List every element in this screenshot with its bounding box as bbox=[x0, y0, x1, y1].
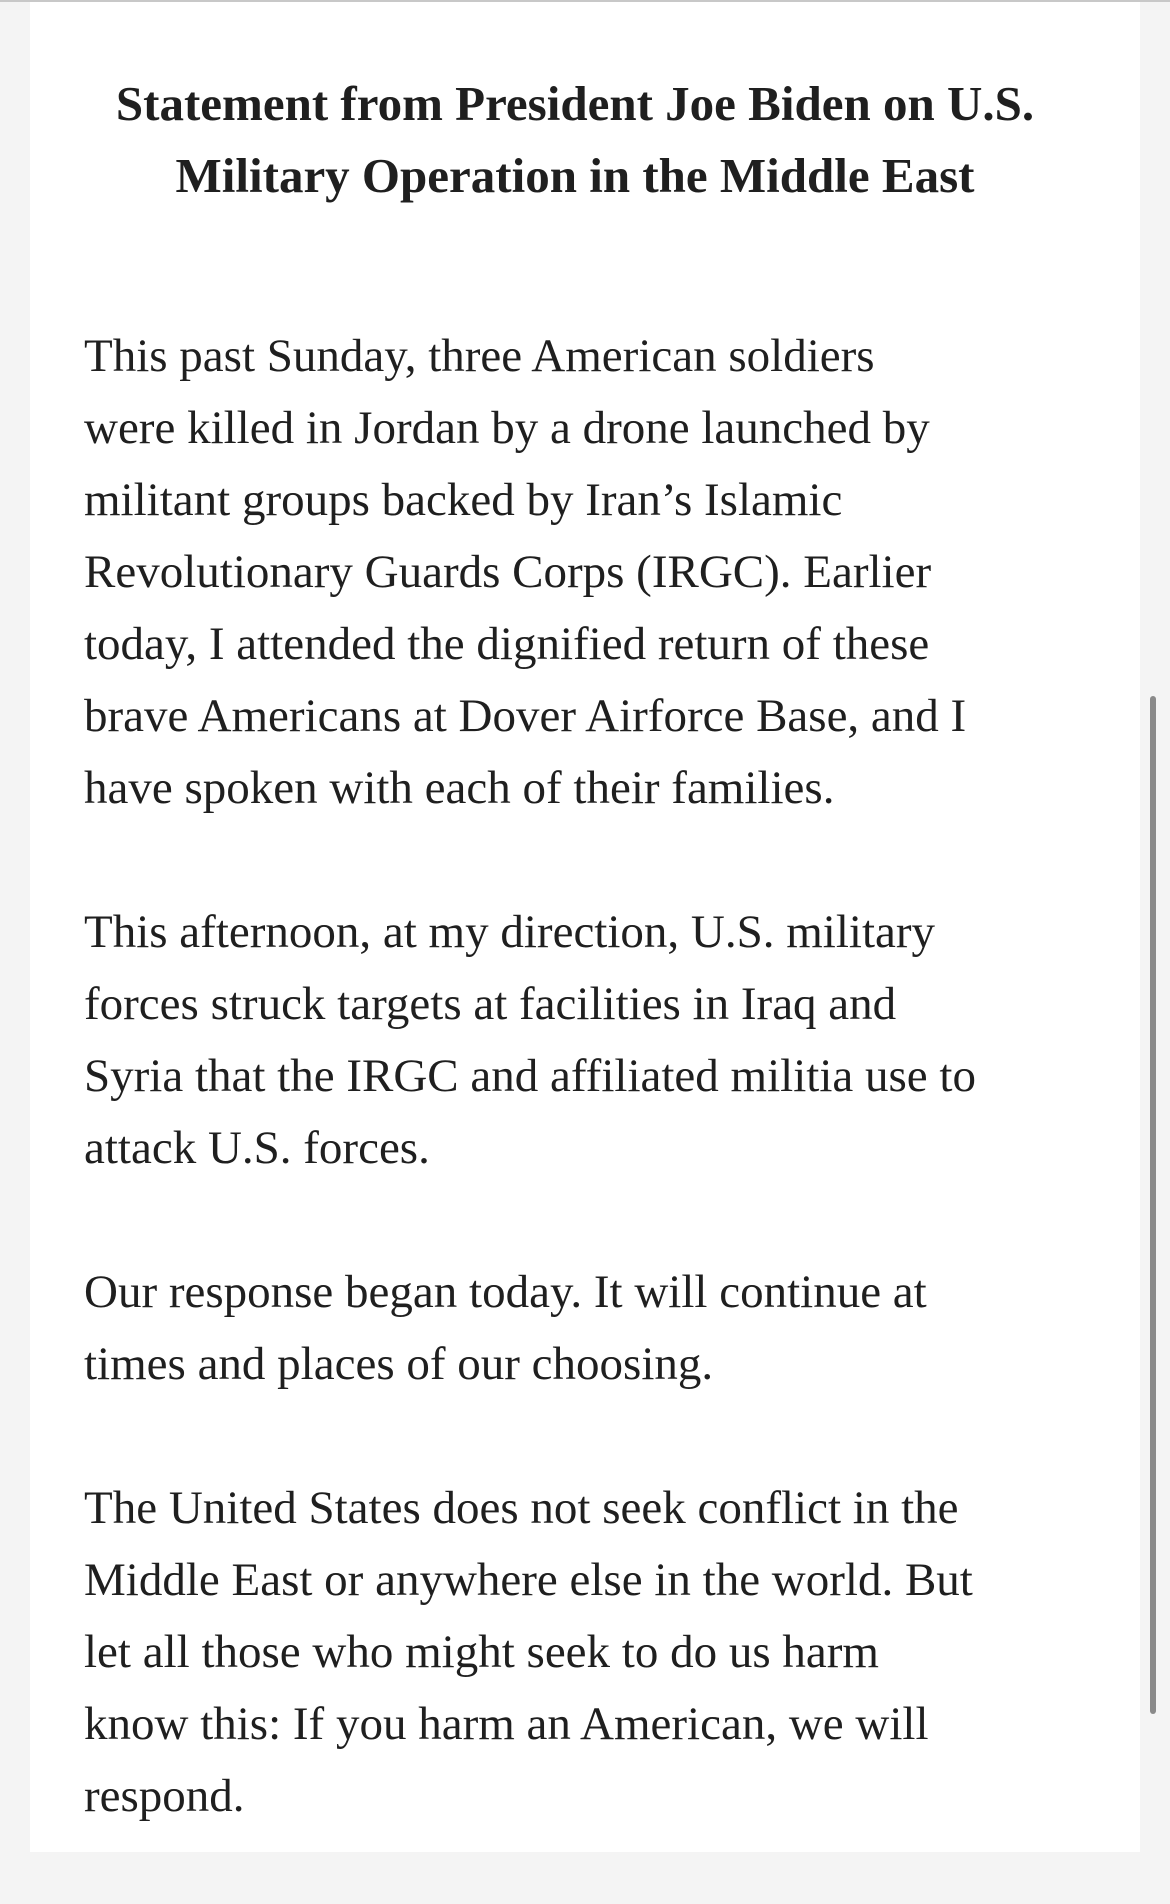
paragraph-2 bbox=[84, 896, 1144, 1184]
text-line: The United States does not seek conflict in the bbox=[84, 1482, 959, 1534]
text-line: brave Americans at Dover Airforce Base, and I bbox=[84, 690, 967, 742]
text-line: Our response began today. It will continue at bbox=[84, 1266, 927, 1318]
text-line: Middle East or anywhere else in the world. But bbox=[84, 1554, 973, 1606]
text-line: today, I attended the dignified return of these bbox=[84, 618, 930, 670]
text-line: let all those who might seek to do us harm bbox=[84, 1626, 879, 1678]
text-line: This past Sunday, three American soldiers bbox=[84, 330, 875, 382]
text-line: forces struck targets at facilities in Iraq and bbox=[84, 978, 897, 1030]
paragraph-4 bbox=[84, 1472, 1144, 1832]
paragraph-3 bbox=[84, 1256, 1144, 1400]
vertical-scrollbar[interactable] bbox=[1150, 696, 1156, 1714]
article-title: Statement from President Joe Biden on U.S. Military Operation in the Middle East bbox=[115, 76, 1035, 203]
article-body bbox=[84, 320, 1144, 1904]
text-line: times and places of our choosing. bbox=[84, 1338, 714, 1390]
text-line: were killed in Jordan by a drone launched by bbox=[84, 402, 930, 454]
text-line: respond. bbox=[84, 1770, 245, 1822]
text-line: This afternoon, at my direction, U.S. military bbox=[84, 906, 936, 958]
text-line: know this: If you harm an American, we will bbox=[84, 1698, 929, 1750]
article-page bbox=[30, 2, 1140, 1852]
text-line: Syria that the IRGC and affiliated militia use to bbox=[84, 1050, 976, 1102]
paragraph-1 bbox=[84, 320, 1144, 824]
text-line: have spoken with each of their families. bbox=[84, 762, 835, 814]
text-line: militant groups backed by Iran’s Islamic bbox=[84, 474, 843, 526]
text-line: attack U.S. forces. bbox=[84, 1122, 430, 1174]
text-line: Revolutionary Guards Corps (IRGC). Earlier bbox=[84, 546, 932, 598]
